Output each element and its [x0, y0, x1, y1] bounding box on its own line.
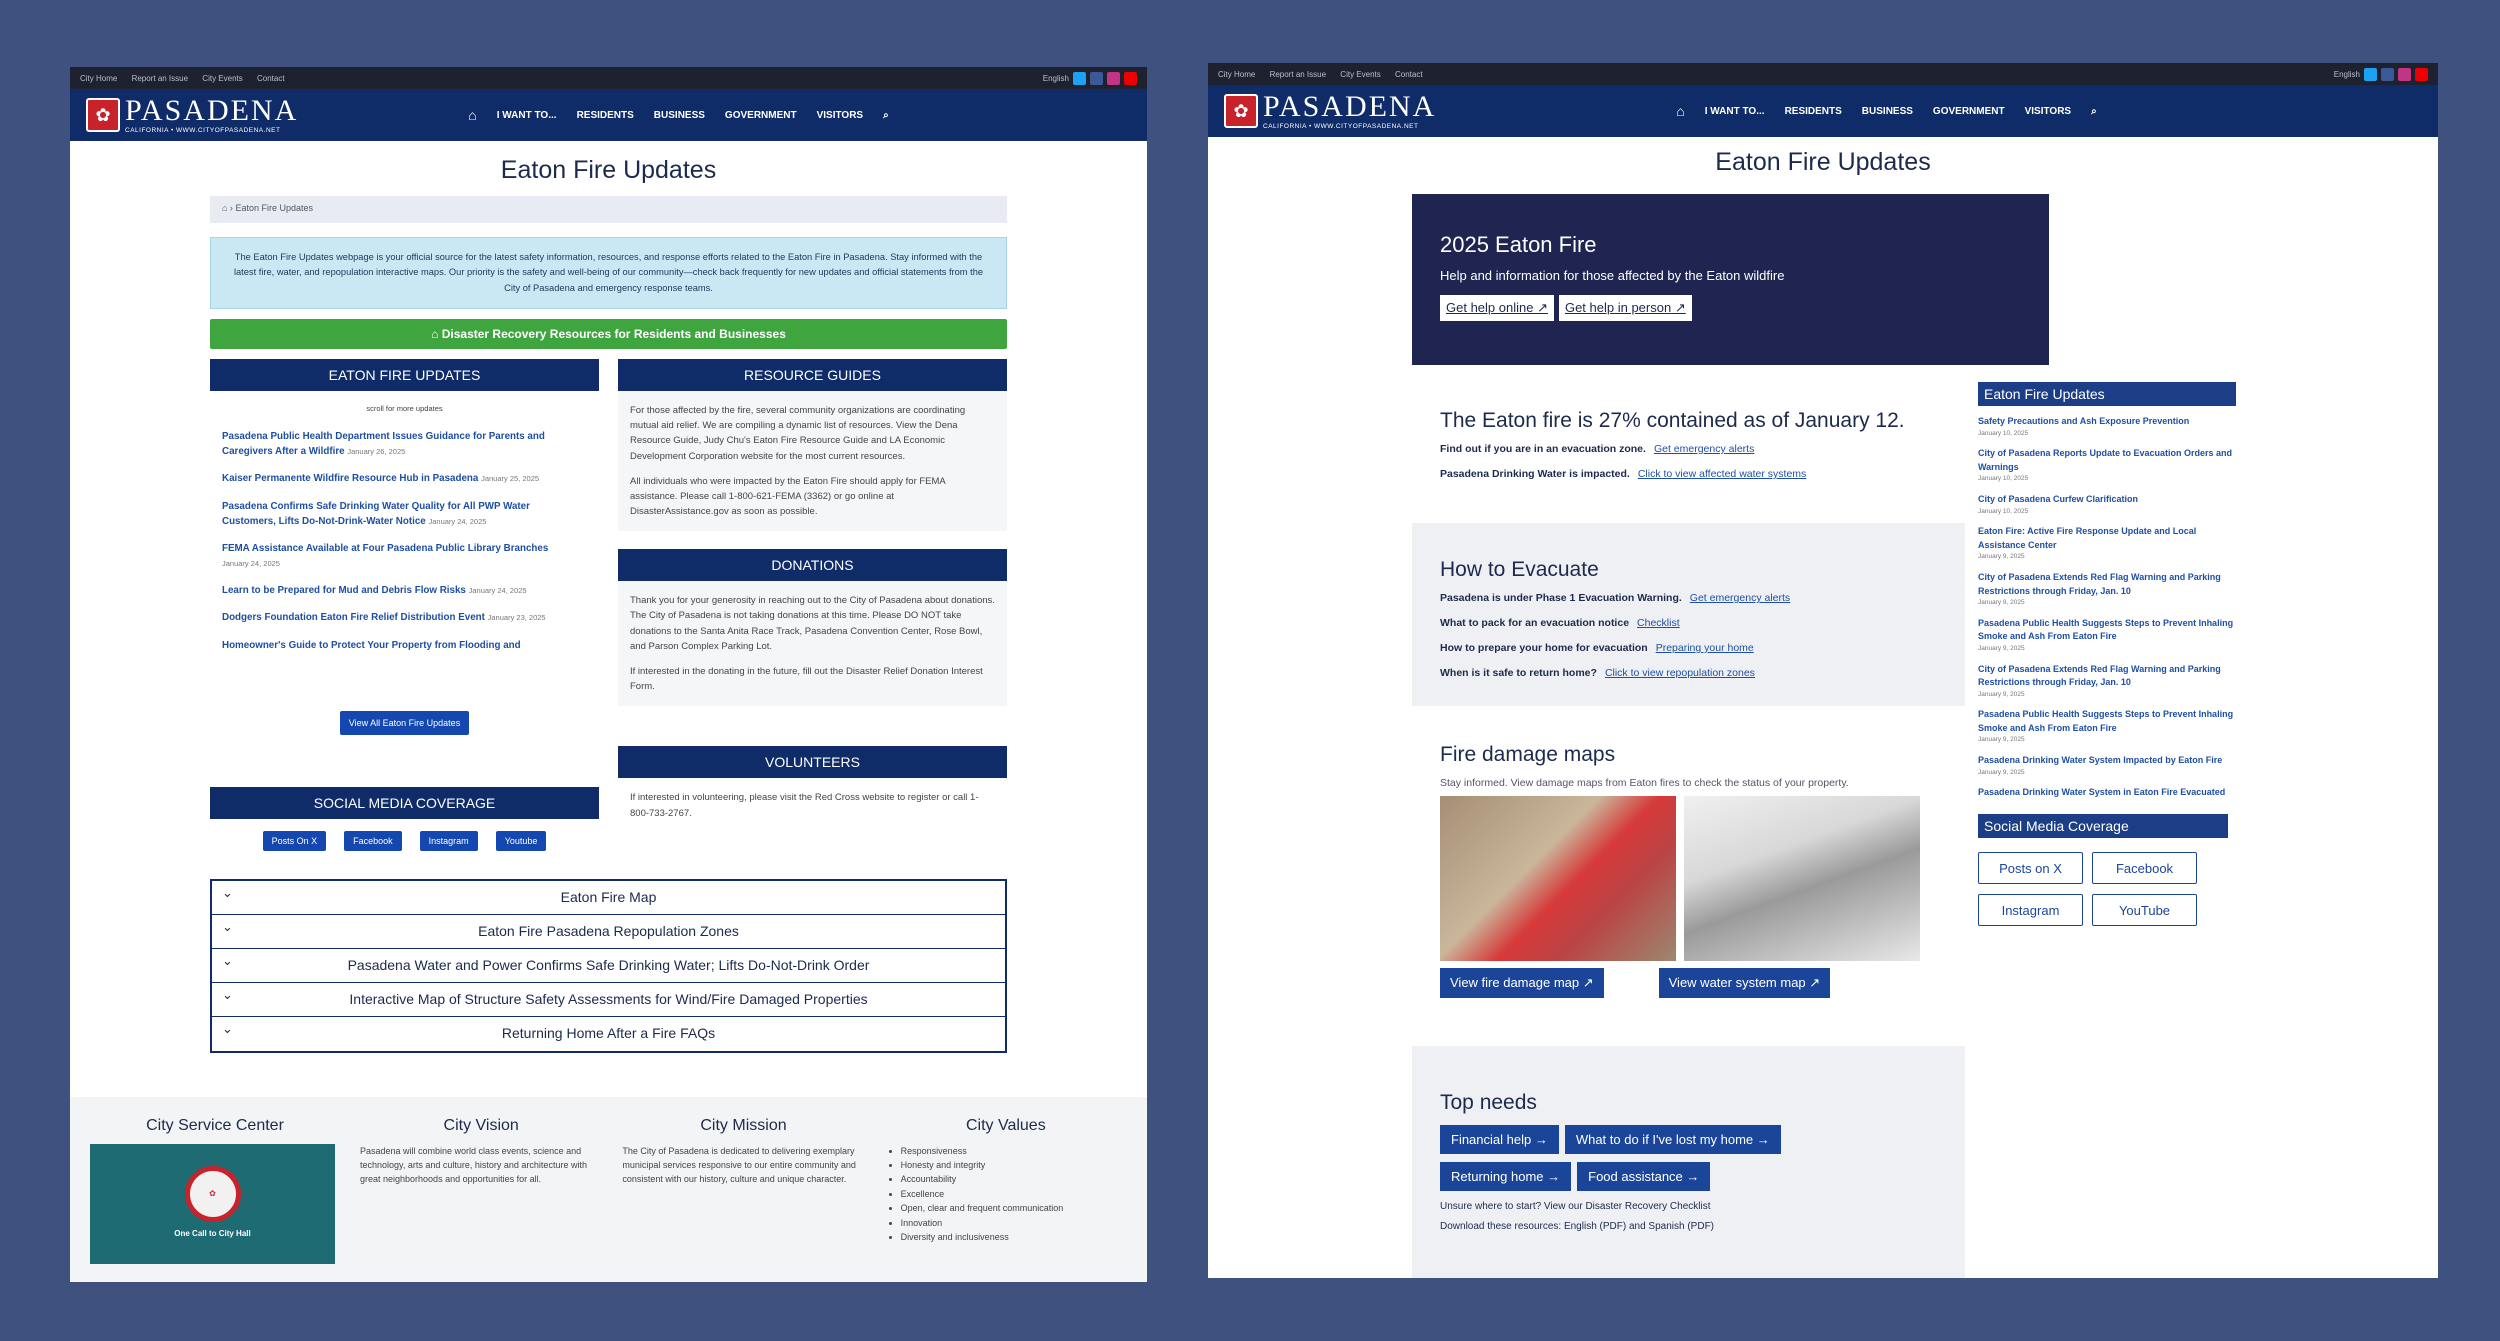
- csc-title: City Service Center: [146, 1117, 284, 1134]
- checklist-link[interactable]: Checklist: [1637, 617, 1680, 629]
- containment-section: [1412, 409, 1965, 493]
- list-item[interactable]: Homeowner's Guide to Protect Your Property from Flooding and: [222, 639, 521, 651]
- resources-text: For those affected by the fire, several community organizations are coordinating mutual aid relief. We are compiling a dynamic list of resources. View the Dena Resource Guide, Judy Chu's Eaton Fire Resource Guide and LA Economic Development Corporation website for the most current resources.: [630, 404, 966, 462]
- main-nav: [1676, 103, 2096, 119]
- vision-title: City Vision: [443, 1117, 519, 1134]
- list-item: • Innovation: [901, 1216, 1127, 1230]
- instagram-icon[interactable]: [2398, 68, 2411, 81]
- nav-item[interactable]: RESIDENTS: [576, 109, 634, 121]
- home-icon[interactable]: ⌂: [468, 107, 477, 123]
- pasadena-logo[interactable]: [86, 93, 299, 135]
- mission-title: City Mission: [700, 1117, 787, 1134]
- city-service-center-image[interactable]: [90, 1144, 335, 1264]
- nav-item[interactable]: BUSINESS: [1861, 105, 1913, 117]
- list-item[interactable]: Kaiser Permanente Wildfire Resource Hub in Pasadena January 25, 2025: [222, 473, 540, 485]
- maps-section: [1412, 743, 1965, 998]
- list-item[interactable]: Dodgers Foundation Eaton Fire Relief Distribution Event January 23, 2025: [222, 612, 546, 624]
- info-row: Pasadena Drinking Water is impacted. Click to view affected water systems: [1440, 468, 1807, 480]
- util-link[interactable]: City Events: [202, 73, 243, 83]
- facebook-button[interactable]: Facebook: [344, 831, 402, 851]
- download-resources[interactable]: Download these resources: English (PDF) and Spanish (PDF): [1440, 1221, 1715, 1232]
- city-seal-icon: ✿: [185, 1166, 241, 1222]
- scroll-note: scroll for more updates: [366, 403, 443, 413]
- util-link[interactable]: Contact: [1395, 69, 1423, 79]
- screenshot-right: [1208, 63, 2438, 1278]
- volunteers-header: VOLUNTEERS: [618, 746, 1007, 778]
- financial-help-button[interactable]: Financial help →: [1440, 1125, 1559, 1154]
- resources-panel: [618, 391, 1007, 531]
- accordion-item[interactable]: ⌄ Returning Home After a Fire FAQs: [212, 1017, 1005, 1051]
- list-item: • Accountability: [901, 1172, 1127, 1186]
- vision-text: Pasadena will combine world class events, science and technology, arts and culture, history and architecture with great neighborhoods and opportunities for all.: [360, 1145, 587, 1185]
- facebook-icon[interactable]: [1090, 72, 1103, 85]
- language-select[interactable]: English: [2333, 69, 2360, 79]
- instagram-button[interactable]: Instagram: [420, 831, 478, 851]
- nav-item[interactable]: VISITORS: [816, 109, 864, 121]
- hero-banner: [1412, 194, 2049, 365]
- youtube-icon[interactable]: [1124, 72, 1137, 85]
- list-item: • Responsiveness: [901, 1144, 1127, 1158]
- list-item[interactable]: Learn to be Prepared for Mud and Debris Flow Risks January 24, 2025: [222, 585, 527, 597]
- rose-icon: ✿: [86, 98, 120, 132]
- footer: [70, 1097, 1147, 1282]
- facebook-icon[interactable]: [2381, 68, 2394, 81]
- maps-subtitle: Stay informed. View damage maps from Eaton fires to check the status of your property.: [1440, 777, 1849, 789]
- utility-bar: [70, 67, 1147, 89]
- accordion-item[interactable]: ⌄ Interactive Map of Structure Safety Assessments for Wind/Fire Damaged Properties: [212, 983, 1005, 1017]
- containment-heading: The Eaton fire is 27% contained as of January 12.: [1440, 409, 1905, 432]
- youtube-button[interactable]: YouTube: [2092, 894, 2197, 926]
- list-item[interactable]: Pasadena Public Health Suggests Steps to Prevent Inhaling Smoke and Ash From Eaton Fire January 9, 2025: [1978, 709, 2234, 744]
- fema-text: All individuals who were impacted by the Eaton Fire should apply for FEMA assistance. Please call 1-800-621-FEMA (3362) or go online at DisasterAssistance.gov as soon as possible.: [630, 475, 946, 518]
- emergency-alerts-link[interactable]: Get emergency alerts: [1653, 443, 1755, 455]
- util-link[interactable]: Report an Issue: [1269, 69, 1327, 79]
- preparing-home-link[interactable]: Preparing your home: [1655, 642, 1754, 654]
- volunteers-text: If interested in volunteering, please visit the Red Cross website to register or call 1-800-733-2767.: [618, 778, 1007, 832]
- rose-icon: ✿: [1224, 94, 1258, 128]
- get-help-in-person-button[interactable]: Get help in person ↗: [1559, 295, 1692, 321]
- twitter-icon[interactable]: [2364, 68, 2377, 81]
- list-item[interactable]: Pasadena Drinking Water System Impacted by Eaton Fire January 9, 2025: [1978, 755, 2223, 776]
- list-item[interactable]: Pasadena Confirms Safe Drinking Water Quality for All PWP Water Customers, Lifts Do-Not-Drink-Water Notice January 24, 2025: [222, 500, 530, 527]
- disaster-recovery-banner[interactable]: ⌂ Disaster Recovery Resources for Residents and Businesses: [210, 319, 1007, 349]
- donation-interest-text: If interested in the donating in the future, fill out the Disaster Relief Donation Interest Form.: [630, 666, 983, 693]
- evacuate-heading: How to Evacuate: [1440, 558, 1599, 581]
- top-needs-section: [1412, 1046, 1965, 1278]
- view-water-system-map-button[interactable]: View water system map ↗: [1659, 968, 1831, 998]
- info-row: How to prepare your home for evacuation Preparing your home: [1440, 642, 1754, 654]
- donations-text: Thank you for your generosity in reaching out to the City of Pasadena about donations. The City of Pasadena is not taking donations at this time. Please DO NOT take donations to the Santa Anita Race Track, Pasadena Convention Center, Rose Bowl, and Parson Complex Parking Lot.: [630, 595, 995, 652]
- nav-item[interactable]: GOVERNMENT: [1932, 105, 2005, 117]
- util-link[interactable]: Contact: [257, 73, 285, 83]
- util-link[interactable]: City Events: [1340, 69, 1381, 79]
- home-icon[interactable]: ⌂: [1676, 103, 1685, 119]
- get-help-online-button[interactable]: Get help online ↗: [1440, 295, 1554, 321]
- pasadena-logo[interactable]: [1224, 89, 1437, 131]
- breadcrumb: [210, 196, 1007, 223]
- sidebar-updates-header: Eaton Fire Updates: [1978, 382, 2236, 406]
- csc-text: One Call to City Hall: [174, 1229, 251, 1239]
- view-fire-damage-map-button[interactable]: View fire damage map ↗: [1440, 968, 1604, 998]
- sidebar-social-header: Social Media Coverage: [1978, 814, 2228, 838]
- nav-item[interactable]: BUSINESS: [653, 109, 705, 121]
- util-link[interactable]: City Home: [80, 73, 118, 83]
- accordion-item[interactable]: ⌄ Eaton Fire Map: [212, 881, 1005, 915]
- nav-item[interactable]: I WANT TO...: [1704, 105, 1765, 117]
- list-item[interactable]: City of Pasadena Extends Red Flag Warning and Parking Restrictions through Friday, Jan. 10 January 9, 2025: [1978, 663, 2221, 698]
- checklist-note[interactable]: Unsure where to start? View our Disaster Recovery Checklist: [1440, 1201, 1711, 1212]
- nav-item[interactable]: GOVERNMENT: [724, 109, 797, 121]
- list-item: • Diversity and inclusiveness: [901, 1230, 1127, 1244]
- list-item[interactable]: Pasadena Public Health Department Issues Guidance for Parents and Caregivers After a Wildfire January 26, 2025: [222, 430, 545, 458]
- emergency-alerts-link[interactable]: Get emergency alerts: [1689, 592, 1791, 604]
- lost-home-button[interactable]: What to do if I've lost my home →: [1565, 1125, 1781, 1154]
- posts-on-x-button[interactable]: Posts on X: [1978, 852, 2083, 884]
- updates-list[interactable]: [222, 429, 587, 699]
- language-select[interactable]: English: [1042, 73, 1069, 83]
- list-item[interactable]: City of Pasadena Extends Red Flag Warning and Parking Restrictions through Friday, Jan. 10 January 9, 2025: [1978, 572, 2221, 606]
- youtube-icon[interactable]: [2415, 68, 2428, 81]
- info-row: When is it safe to return home? Click to view repopulation zones: [1440, 667, 1755, 679]
- search-icon[interactable]: ⌕: [2091, 105, 2097, 117]
- nav-item[interactable]: RESIDENTS: [1784, 105, 1842, 117]
- updates-panel: [210, 391, 599, 747]
- info-row: Find out if you are in an evacuation zone. Get emergency alerts: [1440, 443, 1755, 455]
- values-list: [901, 1144, 1127, 1245]
- list-item[interactable]: Pasadena Public Health Suggests Steps to Prevent Inhaling Smoke and Ash From Eaton Fire January 9, 2025: [1978, 617, 2234, 652]
- main-header: [70, 89, 1147, 141]
- list-item: • Honesty and integrity: [901, 1158, 1127, 1172]
- info-row: What to pack for an evacuation notice Checklist: [1440, 617, 1680, 629]
- util-link[interactable]: City Home: [1218, 69, 1256, 79]
- accordion: [210, 879, 1007, 1053]
- banner-label: Disaster Recovery Resources for Residents and Businesses: [441, 326, 786, 341]
- logo-tagline: CALIFORNIA • WWW.CITYOFPASADENA.NET: [1263, 122, 1419, 130]
- info-row: Pasadena is under Phase 1 Evacuation Warning. Get emergency alerts: [1440, 592, 1791, 604]
- sidebar: [1978, 382, 2236, 936]
- water-system-map-image[interactable]: [1684, 796, 1920, 961]
- list-item: • Excellence: [901, 1187, 1127, 1201]
- instagram-button[interactable]: Instagram: [1978, 894, 2083, 926]
- posts-on-x-button[interactable]: Posts On X: [263, 831, 327, 851]
- breadcrumb-current: Eaton Fire Updates: [235, 203, 313, 213]
- donations-header: DONATIONS: [618, 549, 1007, 581]
- search-icon[interactable]: ⌕: [883, 109, 889, 121]
- hero-title: 2025 Eaton Fire: [1440, 232, 1597, 257]
- donations-panel: [618, 581, 1007, 706]
- list-item[interactable]: Eaton Fire: Active Fire Response Update and Local Assistance Center January 9, 2025: [1978, 526, 2197, 561]
- youtube-button[interactable]: Youtube: [496, 831, 547, 851]
- twitter-icon[interactable]: [1073, 72, 1086, 85]
- accordion-item[interactable]: ⌄ Pasadena Water and Power Confirms Safe Drinking Water; Lifts Do-Not-Drink Order: [212, 949, 1005, 983]
- util-link[interactable]: Report an Issue: [131, 73, 189, 83]
- accordion-item[interactable]: ⌄ Eaton Fire Pasadena Repopulation Zones: [212, 915, 1005, 949]
- list-item[interactable]: Safety Precautions and Ash Exposure Prevention January 10, 2025: [1978, 416, 2190, 437]
- logo-text: PASADENA: [125, 93, 299, 127]
- repopulation-zones-link[interactable]: Click to view repopulation zones: [1604, 667, 1755, 679]
- list-item[interactable]: City of Pasadena Reports Update to Evacuation Orders and Warnings January 10, 2025: [1978, 448, 2233, 483]
- main-nav: [468, 107, 888, 123]
- list-item[interactable]: FEMA Assistance Available at Four Pasadena Public Library Branches January 24, 2025: [222, 542, 549, 569]
- logo-text: PASADENA: [1263, 89, 1437, 123]
- hero-subtitle: Help and information for those affected by the Eaton wildfire: [1440, 268, 1785, 283]
- evacuate-section: [1412, 523, 1965, 706]
- home-icon[interactable]: ⌂ ›: [222, 203, 236, 213]
- list-item[interactable]: City of Pasadena Curfew Clarification January 10, 2025: [1978, 494, 2139, 515]
- view-all-updates-button[interactable]: View All Eaton Fire Updates: [340, 711, 469, 735]
- nav-item[interactable]: VISITORS: [2024, 105, 2072, 117]
- water-systems-link[interactable]: Click to view affected water systems: [1637, 468, 1807, 480]
- nav-item[interactable]: I WANT TO...: [496, 109, 557, 121]
- main-header: [1208, 85, 2438, 137]
- maps-heading: Fire damage maps: [1440, 743, 1616, 766]
- screenshot-left: [70, 67, 1147, 1282]
- utility-bar: [1208, 63, 2438, 85]
- facebook-button[interactable]: Facebook: [2092, 852, 2197, 884]
- values-title: City Values: [965, 1117, 1046, 1134]
- instagram-icon[interactable]: [1107, 72, 1120, 85]
- returning-home-button[interactable]: Returning home →: [1440, 1162, 1571, 1191]
- page-title: Eaton Fire Updates: [1715, 148, 1931, 176]
- mission-text: The City of Pasadena is dedicated to delivering exemplary municipal services responsive to our entire community and consistent with our history, culture and unique character.: [622, 1145, 856, 1185]
- social-header: SOCIAL MEDIA COVERAGE: [210, 787, 599, 819]
- list-item: • Open, clear and frequent communication: [901, 1201, 1127, 1215]
- resources-header: RESOURCE GUIDES: [618, 359, 1007, 391]
- needs-heading: Top needs: [1440, 1091, 1537, 1114]
- food-assistance-button[interactable]: Food assistance →: [1577, 1162, 1710, 1191]
- intro-text: The Eaton Fire Updates webpage is your official source for the latest safety information, resources, and response efforts related to the Eaton Fire in Pasadena. Stay informed with the latest fire, water, and repopulation interactive maps. Our priority is the safety and well-being of our community—check back frequently for new updates and official statements from the City of Pasadena and emergency response teams.: [210, 237, 1007, 309]
- list-item[interactable]: Pasadena Drinking Water System in Eaton Fire Evacuated: [1978, 787, 2226, 798]
- fire-damage-map-image[interactable]: [1440, 796, 1676, 961]
- logo-tagline: CALIFORNIA • WWW.CITYOFPASADENA.NET: [125, 126, 281, 134]
- page-title: Eaton Fire Updates: [500, 156, 717, 184]
- updates-header: EATON FIRE UPDATES: [210, 359, 599, 391]
- social-buttons: [210, 819, 599, 863]
